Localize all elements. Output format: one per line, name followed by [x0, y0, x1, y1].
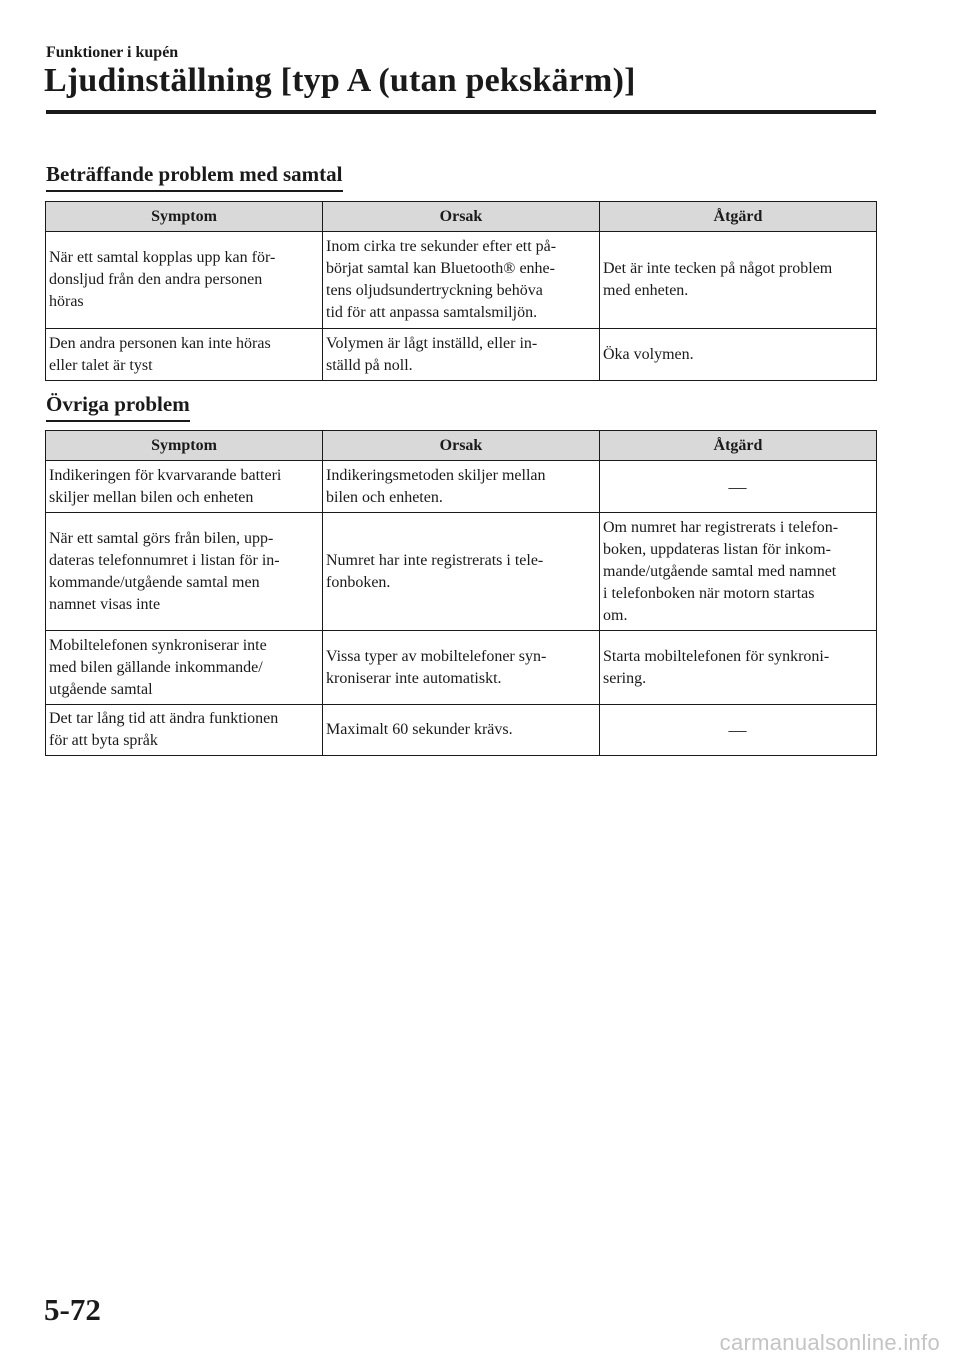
cause-cell: Numret har inte registrerats i tele- fonboken.	[323, 513, 600, 631]
symptom-cell: Den andra personen kan inte höras eller talet är tyst	[46, 329, 323, 381]
action-cell: Det är inte tecken på något problem med enheten.	[600, 232, 877, 329]
column-header-symptom: Symptom	[46, 431, 323, 461]
table-row	[46, 329, 877, 381]
cause-cell: Maximalt 60 sekunder krävs.	[323, 705, 600, 756]
table-row	[46, 232, 877, 329]
cause-cell: Indikeringsmetoden skiljer mellan bilen och enheten.	[323, 461, 600, 513]
column-header-cause: Orsak	[323, 431, 600, 461]
table-row	[46, 631, 877, 705]
cause-cell: Volymen är lågt inställd, eller in- ställd på noll.	[323, 329, 600, 381]
page-number: 5-72	[44, 1292, 101, 1327]
table-row	[46, 513, 877, 631]
symptom-cell: Det tar lång tid att ändra funktionen för att byta språk	[46, 705, 323, 756]
table-header-row	[46, 202, 877, 232]
symptom-cell: Mobiltelefonen synkroniserar inte med bilen gällande inkommande/ utgående samtal	[46, 631, 323, 705]
action-cell: Om numret har registrerats i telefon- boken, uppdateras listan för inkom- mande/utgående samtal med namnet i telefonboken när motorn startas om.	[600, 513, 877, 631]
title-rule	[46, 110, 876, 114]
action-cell: —	[600, 461, 877, 513]
column-header-action: Åtgärd	[600, 431, 877, 461]
column-header-symptom: Symptom	[46, 202, 323, 232]
cause-cell: Inom cirka tre sekunder efter ett på- börjat samtal kan Bluetooth® enhe- tens oljudsundertryckning behöva tid för att anpassa samtalsmiljön.	[323, 232, 600, 329]
table-row	[46, 461, 877, 513]
action-cell: Starta mobiltelefonen för synkroni- sering.	[600, 631, 877, 705]
column-header-cause: Orsak	[323, 202, 600, 232]
section-heading-other-problems: Övriga problem	[46, 392, 190, 422]
other-problems-table	[45, 430, 877, 756]
call-problems-table	[45, 201, 877, 381]
symptom-cell: När ett samtal görs från bilen, upp- dateras telefonnumret i listan för in- kommande/utgående samtal men namnet visas inte	[46, 513, 323, 631]
watermark: carmanualsonline.info	[719, 1330, 940, 1355]
cause-cell: Vissa typer av mobiltelefoner syn- kroniserar inte automatiskt.	[323, 631, 600, 705]
page-title: Ljudinställning [typ A (utan pekskärm)]	[44, 62, 636, 99]
symptom-cell: När ett samtal kopplas upp kan för- donsljud från den andra personen höras	[46, 232, 323, 329]
chapter-label: Funktioner i kupén	[46, 44, 179, 61]
action-cell: —	[600, 705, 877, 756]
column-header-action: Åtgärd	[600, 202, 877, 232]
section-heading-call-problems: Beträffande problem med samtal	[46, 162, 343, 192]
table-header-row	[46, 431, 877, 461]
action-cell: Öka volymen.	[600, 329, 877, 381]
table-row	[46, 705, 877, 756]
symptom-cell: Indikeringen för kvarvarande batteri skiljer mellan bilen och enheten	[46, 461, 323, 513]
